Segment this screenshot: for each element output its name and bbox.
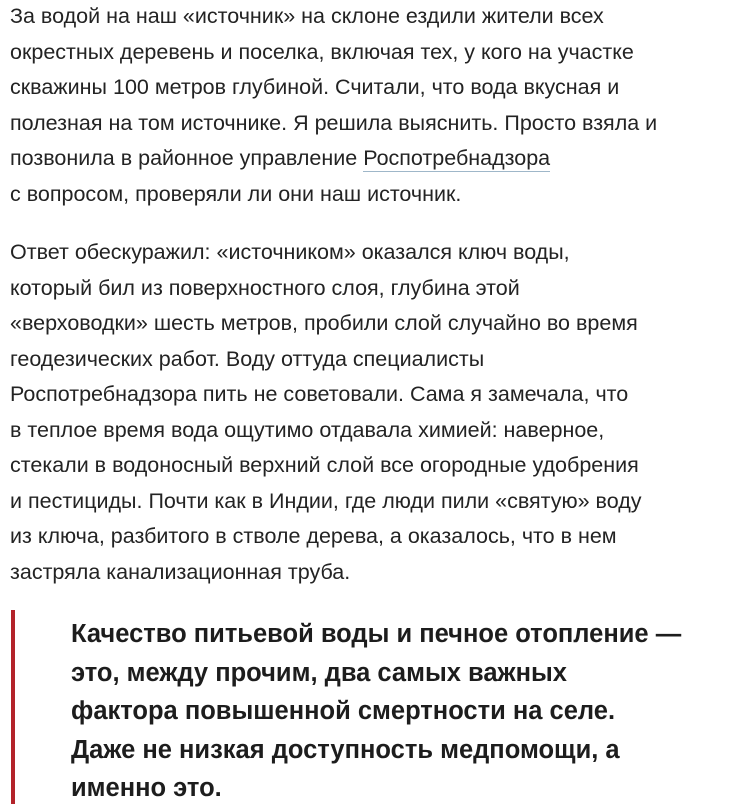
text-line: скважины 100 метров глубиной. Считали, что вода вкусная и xyxy=(10,75,620,99)
text-line: стекали в водоносный верхний слой все огородные удобрения xyxy=(10,453,639,477)
quote-accent-bar xyxy=(11,610,15,804)
text-line: полезная на том источнике. Я решила выяснить. Просто взяла и xyxy=(10,110,658,135)
paragraph-answer xyxy=(10,235,642,590)
text-line: Ответ обескуражил: «источником» оказался ключ воды, xyxy=(10,240,570,264)
quote-line: это, между прочим, два самых важных xyxy=(71,658,567,687)
text-line: За водой на наш «источник» на склоне ездили жители всех xyxy=(10,4,604,28)
rospotrebnadzor-link[interactable]: Роспотребнадзора xyxy=(363,146,551,170)
pull-quote xyxy=(11,610,726,804)
quote-line: фактора повышенной смертности на селе. xyxy=(71,697,616,725)
paragraph-spring-trips xyxy=(10,0,657,212)
text-line: с вопросом, проверяли ли они наш источник. xyxy=(10,181,462,206)
text-line: Роспотребнадзора пить не советовали. Сама я замечала, что xyxy=(10,382,629,406)
text-line: окрестных деревень и поселка, включая тех, у кого на участке xyxy=(10,39,634,64)
text-fragment: позвонила в районное управление xyxy=(10,146,364,170)
text-line: и пестициды. Почти как в Индии, где люди пили «святую» воду xyxy=(10,488,642,513)
text-line: который бил из поверхностного слоя, глубина этой xyxy=(10,275,520,300)
quote-line: Даже не низкая доступность медпомощи, а xyxy=(71,735,620,764)
text-line: «верховодки» шесть метров, пробили слой случайно во время xyxy=(10,311,638,335)
text-line: в теплое время вода ощутимо отдавала химией: наверное, xyxy=(10,417,605,442)
quote-line: именно это. xyxy=(71,774,222,802)
text-line: застряла канализационная труба. xyxy=(10,559,351,584)
text-line: геодезических работ. Воду оттуда специалисты xyxy=(10,346,485,371)
text-line: из ключа, разбитого в стволе дерева, а оказалось, что в нем xyxy=(10,524,617,548)
text-line-with-link xyxy=(10,141,657,177)
quote-text xyxy=(71,615,681,808)
quote-line: Качество питьевой воды и печное отопление — xyxy=(71,620,682,648)
